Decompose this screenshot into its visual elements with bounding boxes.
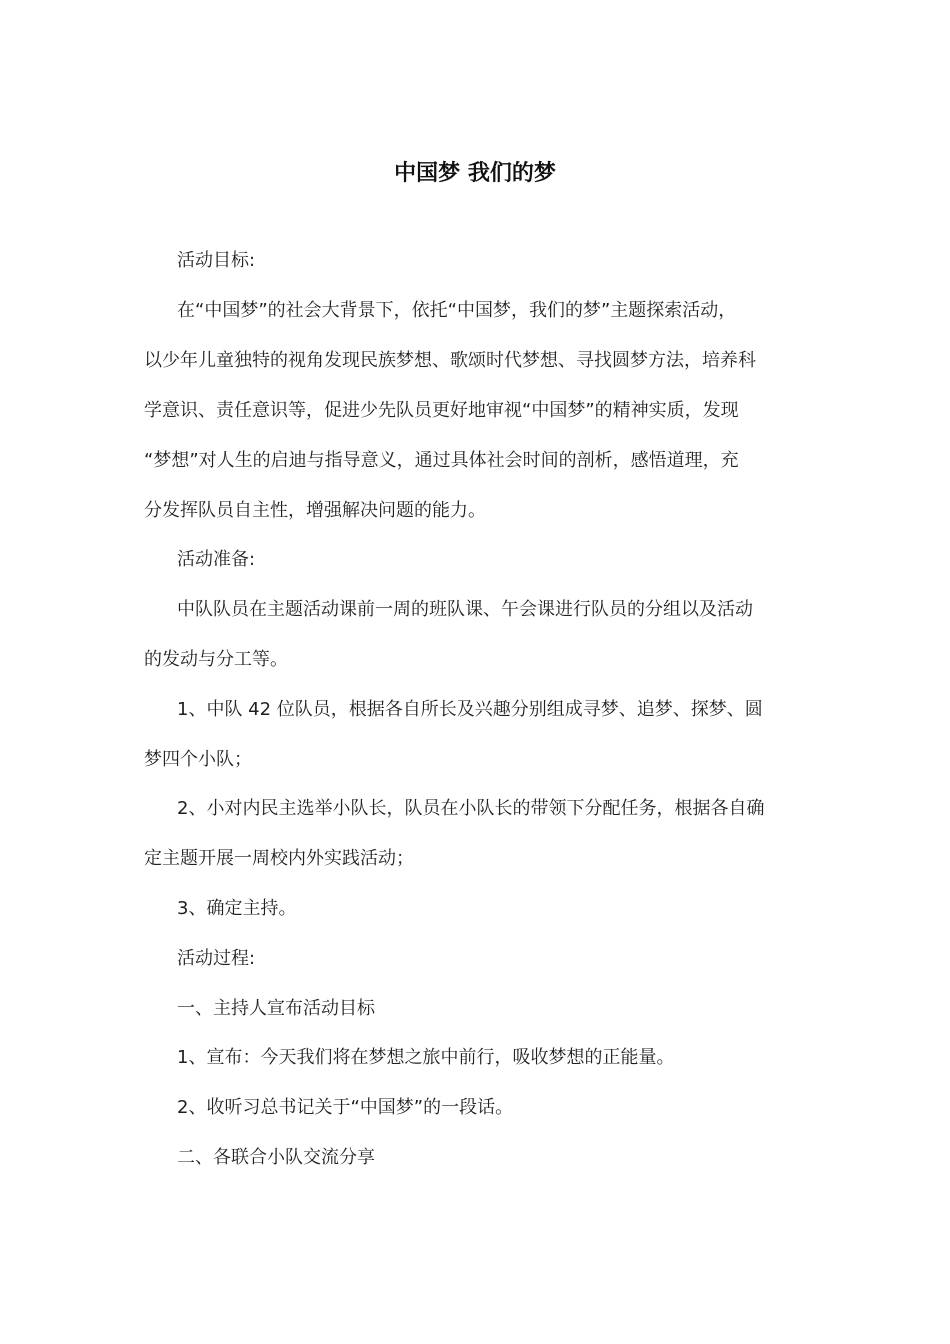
paragraph-line: 中队队员在主题活动课前一周的班队课、午会课进行队员的分组以及活动	[177, 599, 753, 620]
section-heading-process: 活动过程:	[177, 948, 256, 969]
paragraph-line: 分发挥队员自主性，增强解决问题的能力。	[144, 500, 486, 521]
paragraph-line: “梦想”对人生的启迪与指导意义，通过具体社会时间的剖析，感悟道理，充	[144, 450, 739, 471]
list-item-line: 定主题开展一周校内外实践活动；	[144, 848, 414, 869]
subsection-heading: 一、主持人宣布活动目标	[177, 998, 375, 1019]
list-item-line: 3、确定主持。	[177, 898, 297, 919]
list-item-line: 梦四个小队；	[144, 749, 252, 770]
paragraph-line: 学意识、责任意识等，促进少先队员更好地审视“中国梦”的精神实质，发现	[144, 400, 739, 421]
paragraph-line: 的发动与分工等。	[144, 649, 288, 670]
document-title: 中国梦 我们的梦	[394, 161, 556, 186]
list-item-line: 2、小对内民主选举小队长，队员在小队长的带领下分配任务，根据各自确	[177, 798, 765, 819]
section-heading-goal: 活动目标:	[177, 250, 256, 271]
subsection-heading: 二、各联合小队交流分享	[177, 1147, 375, 1168]
list-item-line: 2、收听习总书记关于“中国梦”的一段话。	[177, 1097, 514, 1118]
list-item-line: 1、中队 42 位队员，根据各自所长及兴趣分别组成寻梦、追梦、探梦、圆	[177, 699, 763, 720]
paragraph-line: 以少年儿童独特的视角发现民族梦想、歌颂时代梦想、寻找圆梦方法，培养科	[144, 350, 756, 371]
list-item-line: 1、宣布：今天我们将在梦想之旅中前行，吸收梦想的正能量。	[177, 1047, 675, 1068]
paragraph-line: 在“中国梦”的社会大背景下，依托“中国梦，我们的梦”主题探索活动，	[177, 300, 737, 321]
section-heading-preparation: 活动准备:	[177, 549, 256, 570]
